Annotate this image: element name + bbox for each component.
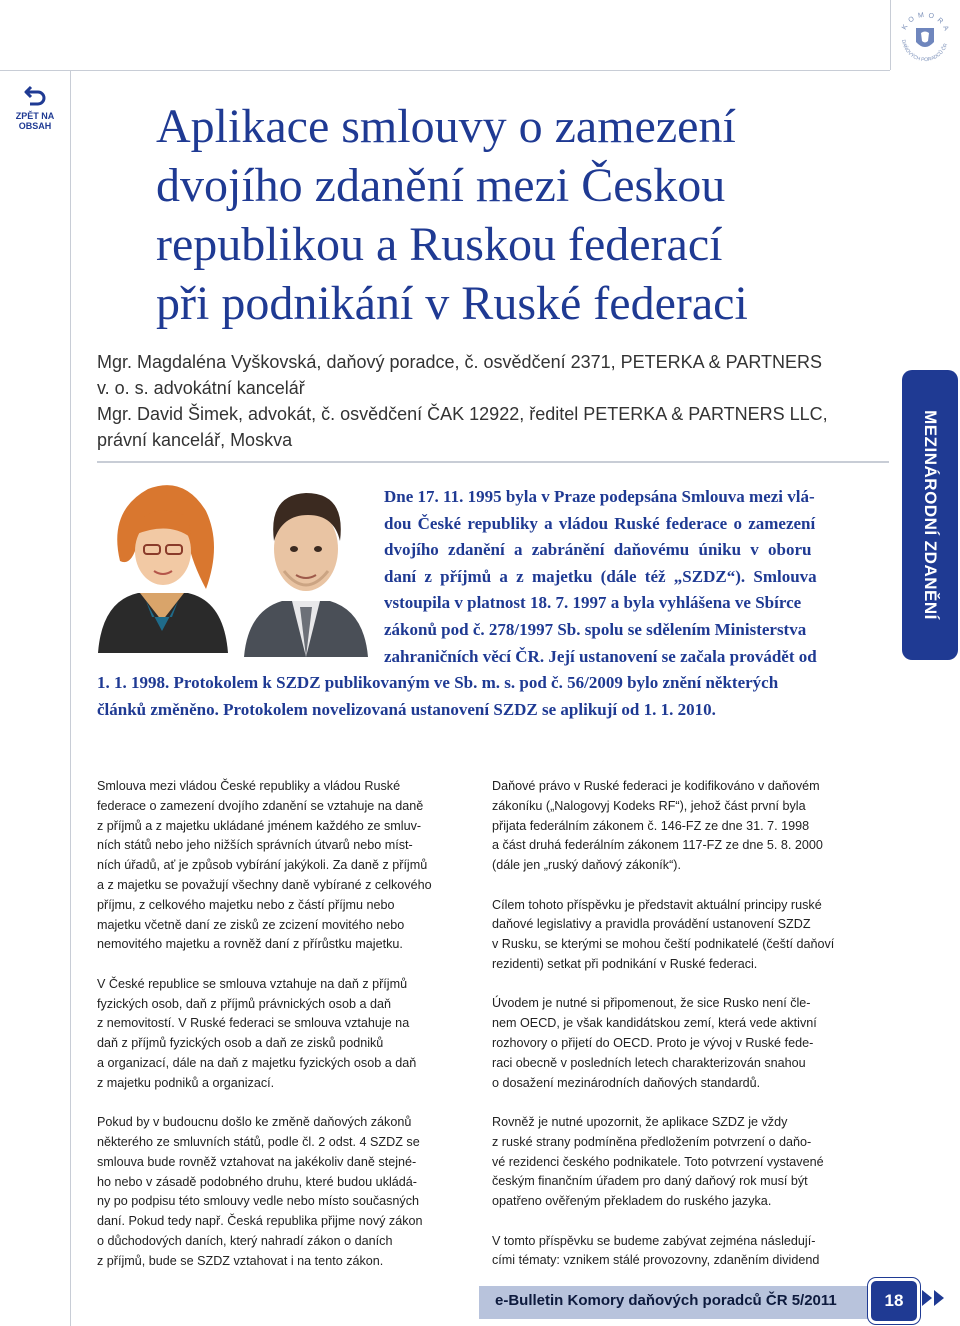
body-line: nemovitého majetku a rovněž daní z přírůstku majetku. (97, 937, 403, 952)
body-line: přijata federálním zákonem č. 146-FZ ze dne 31. 7. 1998 (492, 818, 810, 833)
lead-paragraph-continued (97, 670, 778, 723)
body-line: českým finančním úřadem pro daný daňový rok musí být (492, 1174, 808, 1189)
body-line: ních států nebo jeho nižších správních útvarů nebo míst- (97, 838, 413, 853)
body-line: a organizací, dále na daň z majetku fyzických osob a daň (97, 1055, 417, 1070)
body-line: některého ze smluvních států, podle čl. 2 odst. 4 SZDZ se (97, 1134, 420, 1149)
body-line: ho nebo v zásadě podobného druhu, které budou ukládá- (97, 1174, 417, 1189)
logo-text-side: DAŇOVÝCH PORADCŮ ČR (900, 39, 950, 64)
authors-divider (97, 461, 889, 463)
body-line: (dále jen „ruský daňový zákoník“). (492, 858, 681, 873)
lead-line: daní z příjmů a z majetku (dále též „SZDZ“). Smlouva (384, 566, 817, 586)
body-line: vé rezidenci českého podnikatele. Toto potvrzení vystavené (492, 1154, 824, 1169)
title-line: Aplikace smlouvy o zamezení (156, 100, 736, 153)
body-line: nem OECD, je však kandidátskou zemí, která vede aktivní (492, 1016, 817, 1031)
body-column-left (97, 777, 467, 1291)
author-line: v. o. s. advokátní kancelář (97, 378, 305, 398)
back-label-line2: OBSAH (18, 121, 52, 131)
lead-line: dvojího zdanění a zabránění daňovému úniku v oboru (384, 540, 812, 560)
body-line: ních úřadů, ať je způsob vybírání jakýkoli. Za daně z příjmů (97, 858, 428, 873)
title-line: republikou a Ruskou federací (156, 218, 723, 271)
body-line: Pokud by v budoucnu došlo ke změně daňových zákonů (97, 1115, 412, 1130)
body-line: Smlouva mezi vládou České republiky a vládou Ruské (97, 779, 401, 793)
body-line: raci obecně v posledních letech charakterizován snahou (492, 1055, 806, 1070)
lead-line: článků změněno. Protokolem novelizovaná ustanovení SZDZ se aplikují od 1. 1. 2010. (97, 699, 716, 719)
page-number: 18 (868, 1278, 920, 1324)
header-rule-vertical (890, 0, 891, 70)
body-paragraph (492, 777, 862, 876)
body-line: z nemovitostí. V Ruské federaci se smlouva vztahuje na (97, 1016, 410, 1031)
body-line: a část druhá federálním zákonem 117-FZ ze dne 5. 8. 2000 (492, 838, 823, 853)
logo-text-top: K O M O R A (900, 11, 950, 33)
body-line: o důchodových daních, který nahradí zákon o daních (97, 1233, 393, 1248)
lion-crest-icon (916, 28, 934, 47)
header-rule (0, 70, 890, 71)
body-paragraph (97, 975, 467, 1094)
next-page-icon[interactable] (920, 1288, 954, 1308)
body-paragraph (97, 777, 467, 955)
author-line: Mgr. David Šimek, advokát, č. osvědčení ČAK 12922, ředitel PETERKA & PARTNERS LLC, (97, 404, 828, 424)
author-line: Mgr. Magdaléna Vyškovská, daňový poradce, č. osvědčení 2371, PETERKA & PARTNERS (97, 352, 823, 372)
body-line: Rovněž je nutné upozornit, že aplikace SZDZ je vždy (492, 1114, 788, 1129)
body-line: daní. Pokud tedy např. Česká republika přijme nový zákon (97, 1214, 423, 1229)
back-arrow-icon (22, 84, 48, 106)
publication-name: e-Bulletin Komory daňových poradců ČR 5/2011 (495, 1292, 837, 1309)
lead-line: zahraničních věcí ČR. Její ustanovení se začala provádět od (384, 646, 817, 666)
title-line: dvojího zdanění mezi Českou (156, 159, 726, 212)
body-line: příjmu, z celkového majetku nebo z částí příjmu nebo (97, 897, 395, 912)
lead-line: dou České republiky a vládou Ruské federace o zamezení (384, 513, 816, 533)
body-line: z příjmů, bude se SZDZ vztahovat i na tento zákon. (97, 1253, 384, 1268)
body-line: opatřeno ověřeným překladem do ruského jazyka. (492, 1194, 772, 1209)
back-label-line1: ZPĚT NA (15, 111, 55, 121)
body-line: z ruské strany podmíněna předložením potvrzení o daňo- (492, 1134, 812, 1149)
body-line: daň z příjmů fyzických osob a daň ze zisků podniků (97, 1036, 384, 1051)
body-paragraph (492, 994, 862, 1093)
body-line: a z majetku se považují všechny daně vybírané z celkového (97, 877, 432, 892)
author-photo-simek (238, 471, 374, 657)
body-paragraph (492, 1232, 862, 1272)
body-line: daňové legislativy a pravidla provádění ustanovení SZDZ (492, 917, 811, 932)
body-line: federace o zamezení dvojího zdanění se vztahuje na daně (97, 798, 424, 813)
body-line: smlouva bude rovněž vztahovat na jakékoliv daně stejné- (97, 1154, 417, 1169)
body-column-right (492, 777, 862, 1291)
body-line: ny po podpisu této smlouvy vedle nebo místo současných (97, 1194, 420, 1209)
body-line: majetku včetně daní ze zisků ze zcizení movitého nebo (97, 917, 405, 932)
body-line: Cílem tohoto příspěvku je představit aktuální principy ruské (492, 897, 822, 912)
author-photo-vyskovska (88, 471, 236, 653)
body-line: fyzických osob, daň z příjmů právnických osob a daň (97, 996, 391, 1011)
body-line: V České republice se smlouva vztahuje na daň z příjmů (97, 976, 408, 991)
body-paragraph (97, 1113, 467, 1271)
body-line: cími tématy: vznikem stálé provozovny, zdaněním dividend (492, 1253, 820, 1268)
lead-line: Dne 17. 11. 1995 byla v Praze podepsána Smlouva mezi vlá- (384, 487, 815, 506)
body-line: rezidenti) setkat při podnikání v Ruské federaci. (492, 956, 758, 971)
lead-paragraph (384, 484, 817, 670)
body-line: z majetku podniků a organizací. (97, 1075, 275, 1090)
body-paragraph (492, 1113, 862, 1212)
author-line: právní kancelář, Moskva (97, 430, 293, 450)
body-line: v Rusku, se kterými se mohou čeští podnikatelé (čeští daňoví (492, 937, 835, 952)
body-line: z příjmů a z majetku ukládané jménem každého ze smluv- (97, 818, 422, 833)
body-line: zákoníku („Nalogovyj Kodeks RF“), jehož část první byla (492, 798, 806, 813)
body-line: Daňové právo v Ruské federaci je kodifikováno v daňovém (492, 779, 820, 793)
section-tab-label: MEZINÁRODNÍ ZDANĚNÍ (921, 410, 940, 620)
article-authors (97, 349, 887, 453)
body-line: Úvodem je nutné si připomenout, že sice Rusko není čle- (492, 996, 811, 1011)
body-line: o dosažení mezinárodních daňových standardů. (492, 1075, 761, 1090)
lead-line: 1. 1. 1998. Protokolem k SZDZ publikovaným ve Sb. m. s. pod č. 56/2009 bylo znění některých (97, 673, 779, 692)
margin-rule (70, 70, 71, 1326)
title-line: při podnikání v Ruské federaci (156, 277, 748, 330)
lead-line: vstoupila v platnost 18. 7. 1997 a byla vyhlášena ve Sbírce (384, 593, 802, 613)
back-to-contents-button[interactable] (8, 84, 62, 131)
section-tab (902, 370, 958, 660)
article-title (156, 97, 876, 333)
body-paragraph (492, 896, 862, 975)
lead-line: zákonů pod č. 278/1997 Sb. spolu se sdělením Ministerstva (384, 619, 807, 639)
body-line: rozhovory o přijetí do OECD. Proto je vývoj v Ruské fede- (492, 1035, 814, 1050)
chamber-logo (896, 8, 954, 66)
body-line: V tomto příspěvku se budeme zabývat zejména následují- (492, 1233, 816, 1248)
